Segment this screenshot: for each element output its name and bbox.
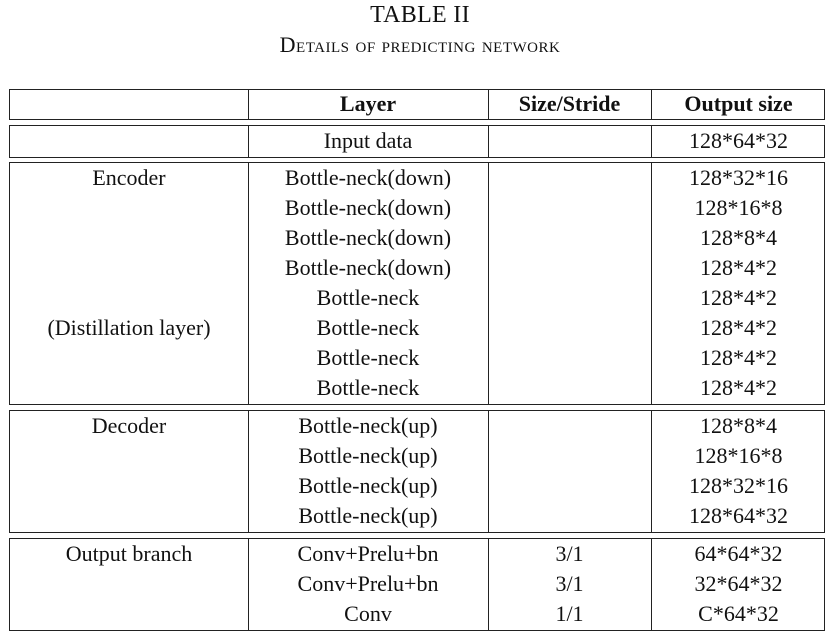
group-label (10, 126, 248, 156)
group-label (10, 501, 248, 531)
header-col0 (10, 89, 248, 119)
output-branch-block (9, 538, 825, 631)
table-row (10, 441, 824, 471)
group-label (10, 599, 248, 629)
table-row (10, 313, 824, 343)
table-row (10, 569, 824, 599)
layer-cell: Bottle-neck(down) (284, 255, 452, 280)
group-label: Decoder (91, 413, 167, 438)
table-row (10, 223, 824, 253)
size-stride-cell (488, 471, 651, 501)
table-row (10, 253, 824, 283)
layer-cell: Bottle-neck(up) (298, 443, 438, 468)
layer-cell: Bottle-neck (316, 345, 420, 370)
layer-cell: Conv+Prelu+bn (297, 571, 439, 596)
table-title: Details of predicting network (279, 32, 561, 57)
group-label (10, 223, 248, 253)
header-row (10, 89, 824, 119)
header-size-stride: Size/Stride (518, 91, 621, 116)
layer-cell: Input data (323, 128, 413, 153)
table-row (10, 411, 824, 441)
layer-cell: Conv (344, 601, 392, 626)
table-row (10, 163, 824, 193)
output-size-cell: 128*4*2 (700, 315, 777, 340)
header-block (9, 89, 825, 120)
output-size-cell: 128*4*2 (700, 375, 777, 400)
input-block (9, 125, 825, 158)
output-size-cell: 128*8*4 (700, 413, 777, 438)
size-stride-cell (488, 313, 651, 343)
layer-cell: Bottle-neck(up) (298, 473, 438, 498)
group-label (10, 193, 248, 223)
size-stride-cell (488, 253, 651, 283)
output-size-cell: 128*64*32 (689, 128, 788, 153)
table-row (10, 283, 824, 313)
output-size-cell: 128*16*8 (694, 195, 783, 220)
table-row (10, 471, 824, 501)
size-stride-cell (488, 373, 651, 403)
output-size-cell: 128*4*2 (700, 345, 777, 370)
group-label (10, 253, 248, 283)
table-row (10, 501, 824, 531)
header-layer: Layer (339, 91, 397, 116)
output-size-cell: 32*64*32 (694, 571, 783, 596)
size-stride-cell: 1/1 (555, 601, 584, 626)
size-stride-cell (488, 126, 651, 156)
table-row (10, 373, 824, 403)
size-stride-cell: 3/1 (555, 541, 584, 566)
output-size-cell: C*64*32 (698, 601, 779, 626)
group-label (10, 373, 248, 403)
output-size-cell: 128*4*2 (700, 255, 777, 280)
layer-cell: Bottle-neck (316, 375, 420, 400)
size-stride-cell (488, 163, 651, 193)
table-row (10, 126, 824, 156)
size-stride-cell: 3/1 (555, 571, 584, 596)
group-label: (Distillation layer) (47, 315, 211, 340)
size-stride-cell (488, 411, 651, 441)
layer-cell: Bottle-neck(down) (284, 195, 452, 220)
table-row (10, 343, 824, 373)
layer-cell: Bottle-neck (316, 285, 420, 310)
size-stride-cell (488, 193, 651, 223)
group-label: Encoder (92, 165, 166, 190)
size-stride-cell (488, 441, 651, 471)
size-stride-cell (488, 223, 651, 253)
table-row (10, 539, 824, 569)
size-stride-cell (488, 343, 651, 373)
table-number: TABLE II (370, 2, 470, 28)
header-output-size: Output size (684, 91, 793, 116)
group-label (10, 441, 248, 471)
group-label (10, 471, 248, 501)
layer-cell: Bottle-neck(down) (284, 225, 452, 250)
group-label: Output branch (65, 541, 193, 566)
output-size-cell: 128*4*2 (700, 285, 777, 310)
output-size-cell: 64*64*32 (694, 541, 783, 566)
table-row (10, 193, 824, 223)
group-label (10, 569, 248, 599)
encoder-block (9, 162, 825, 405)
output-size-cell: 128*32*16 (689, 165, 788, 190)
size-stride-cell (488, 283, 651, 313)
output-size-cell: 128*8*4 (700, 225, 777, 250)
table-row (10, 599, 824, 629)
layer-cell: Conv+Prelu+bn (297, 541, 439, 566)
group-label (10, 283, 248, 313)
layer-cell: Bottle-neck(up) (298, 503, 438, 528)
output-size-cell: 128*64*32 (689, 503, 788, 528)
group-label (10, 343, 248, 373)
output-size-cell: 128*16*8 (694, 443, 783, 468)
layer-cell: Bottle-neck(down) (284, 165, 452, 190)
layer-cell: Bottle-neck (316, 315, 420, 340)
size-stride-cell (488, 501, 651, 531)
decoder-block (9, 410, 825, 533)
output-size-cell: 128*32*16 (689, 473, 788, 498)
layer-cell: Bottle-neck(up) (298, 413, 438, 438)
